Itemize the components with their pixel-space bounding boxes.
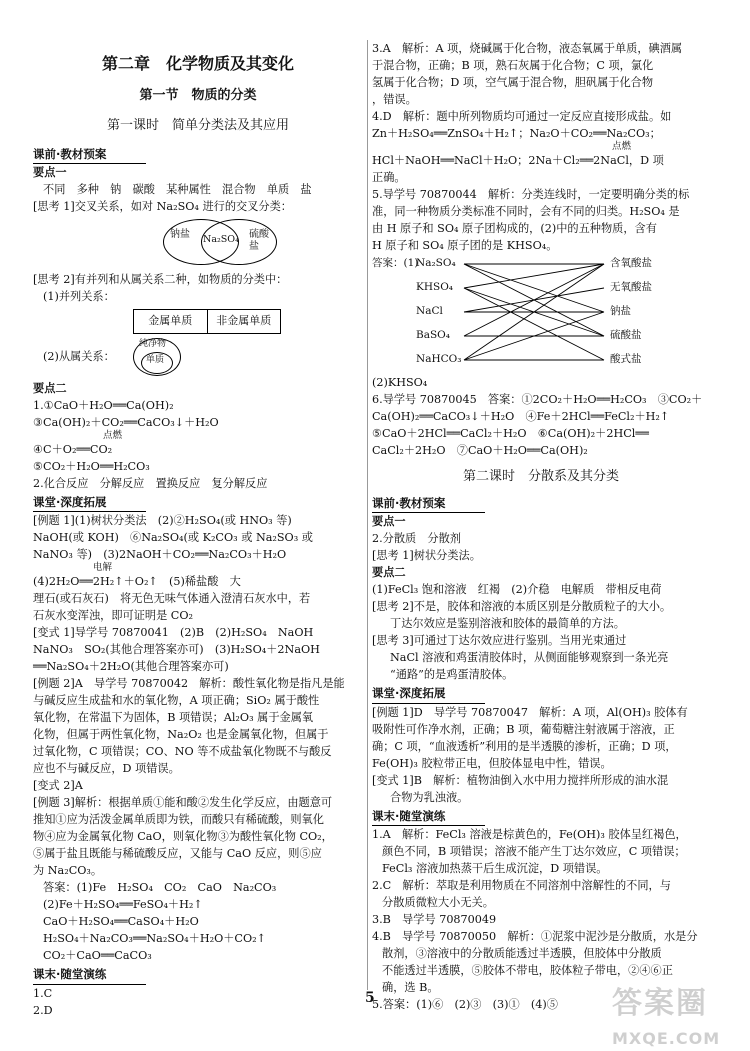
r-ex1-d: Fe(OH)₃ 胶粒带正电，但胶体显电中性，错误。 [372,756,612,770]
r-e1-b: 颜色不同，B 项错误；溶液不能产生丁达尔效应，C 项错误； [382,845,686,859]
r4-c-condition: 点燃 [612,141,632,153]
lesson-title: 第一课时 简单分类法及其应用 [106,118,289,134]
class-header: 课堂·深度拓展 [33,494,146,512]
r4-a: 4.D 解析：题中所列物质均可通过一定反应直接形成盐。如 [372,110,672,124]
r-e4-c: 不能透过半透膜，⑤胶体不带电，胶体粒子带电，②④⑥正 [382,964,673,978]
ex2-b: 与碱反应生成盐和水的氧化物，A 项正确；SiO₂ 属于酸性 [33,693,320,707]
cross-left-0: Na₂SO₄ [416,256,456,269]
ans3-d: H₂SO₄＋Na₂CO₃══Na₂SO₄＋H₂O＋CO₂↑ [43,932,267,946]
cross-answer-label: 答案：(1) [372,256,419,269]
think-2: [思考 2]有并列和从属关系二种，如物质的分类中： [33,273,288,287]
cross-left-4: NaHCO₃ [416,352,462,365]
pre-class-header-2: 课前·教材预案 [372,495,485,513]
cross-right-3: 硫酸盐 [610,328,642,341]
r-e1-c: FeCl₃ 溶液加热蒸干后生成沉淀，D 项错误。 [382,862,608,876]
ex3-a: [例题 3]解析：根据单质①能和酸②发生化学反应，由题意可 [33,795,333,809]
link-line [464,264,604,312]
r-e4-a: 4.B 导学号 70870050 解析：①泥浆中泥沙是分散质，水是分 [372,930,698,944]
subordinate-row [33,338,363,376]
key-point-2b: 要点二 [372,566,406,580]
left-column [33,42,363,1019]
var1-c: ══Na₂SO₄＋2H₂O(其他合理答案亦可) [33,659,229,673]
k1: 2.分散质 分散剂 [372,532,461,545]
r-e2-a: 2.C 解析：萃取是利用物质在不同溶剂中溶解性的不同，与 [372,879,671,893]
r-var1-a: [变式 1]B 解析：植物油倒入水中用力搅拌所形成的油水混 [372,773,669,787]
cross-left-2: NaCl [416,304,443,317]
r3-b: 于混合物，正确；B 项，熟石灰属于化合物；C 项，氯化 [372,59,654,73]
watermark-url: MXQE.COM [612,1028,721,1048]
element-label: 单质 [146,355,165,366]
think-2b: [思考 2]不是，胶体和溶液的本质区别是分散质粒子的大小。 [372,600,672,614]
eq-1b: ③Ca(OH)₂＋CO₂══CaCO₃↓＋H₂O [33,416,219,430]
r-e4-d: 确，选 B。 [382,981,439,995]
key-point-2: 要点二 [33,382,67,396]
cross-right-0: 含氧酸盐 [610,256,652,269]
cross-right-2: 钠盐 [610,304,631,317]
ex1-e: 理石(或石灰石) 将无色无味气体通入澄清石灰水中，若 [33,591,311,605]
ex1-d: (4)2H₂O══2H₂↑＋O₂↑ (5)稀盐酸 大 [33,574,241,588]
parallel-box [133,309,281,334]
venn-diagram [153,217,283,267]
cross-right-1: 无氧酸盐 [610,280,652,293]
think-3: [思考 3]可通过丁达尔效应进行鉴别。当用光束通过 [372,634,627,648]
r4-b: Zn＋H₂SO₄══ZnSO₄＋H₂↑；Na₂O＋CO₂══Na₂CO₃； [372,127,661,141]
page-number: 5 [365,990,375,1006]
ex2-f: 应也不与碱反应，D 项错误。 [33,761,180,775]
r5-a: 5.导学号 70870044 解析：分类连线时，一定要明确分类的标 [372,187,690,201]
think-3-b: NaCl 溶液和鸡蛋清胶体时，从侧面能够观察到一条光亮 [390,651,669,665]
cross-left-1: KHSO₄ [416,280,454,293]
pre-class-header: 课前·教材预案 [33,146,146,164]
lesson-2-title: 第二课时 分散系及其分类 [462,468,619,484]
box-metal: 金属单质 [134,310,208,333]
link-line [464,264,604,288]
r-e3: 3.B 导学号 70870049 [372,913,497,927]
r3-d: ，错误。 [372,93,417,107]
r-e2-b: 分散质微粒大小无关。 [382,896,494,910]
kp1-words: 不同 多种 钠 碳酸 某种属性 混合物 单质 盐 [43,183,312,197]
cross-lines [372,256,702,372]
r4-c: HCl＋NaOH══NaCl＋H₂O；2Na＋Cl₂══2NaCl，D 项 [372,153,664,167]
r-ex1-a: [例题 1]D 导学号 70870047 解析：A 项，Al(OH)₃ 胶体有 [372,705,688,719]
venn-label-mid: Na₂SO₄ [203,234,239,246]
right-column [372,40,710,1013]
var1-a: [变式 1]导学号 70870041 (2)B (2)H₂SO₄ NaOH [33,625,314,639]
think-2b-cont: 丁达尔效应是鉴别溶液和胶体的最简单的方法。 [390,617,625,631]
end-1: 1.C [33,986,53,1000]
ex2-d: 化物，但属于两性氧化物，Na₂O₂ 也是金属氧化物，但属于 [33,727,329,741]
pure-label: 纯净物 [139,339,167,350]
watermark-logo [612,981,742,1048]
eq-1a: 1.①CaO＋H₂O══Ca(OH)₂ [33,399,174,413]
class-header-2: 课堂·深度拓展 [372,685,485,703]
eq-1c: ④C＋O₂══CO₂ [33,442,113,456]
end-header: 课末·随堂演练 [33,966,146,984]
r4-d: 正确。 [372,170,406,184]
var1-b: NaNO₃ SO₂(其他合理答案亦可) (3)H₂SO₄＋2NaOH [33,642,320,656]
cross-right-4: 酸式盐 [610,352,642,365]
r3-c: 氢属于化合物；D 项，空气属于混合物，胆矾属于化合物 [372,76,654,90]
ex3-c: 物④应为金属氧化物 CaO，则氧化物③为酸性氧化物 CO₂， [33,829,333,843]
r5-d: H 原子和 SO₄ 原子团的是 KHSO₄。 [372,238,558,252]
r5-c: 由 H 原子和 SO₄ 原子团构成的，(2)中的五种物质，含有 [372,221,657,235]
r3-a: 3.A 解析：A 项，烧碱属于化合物，液态氧属于单质，碘酒属 [372,42,683,55]
r5-ans-2: (2)KHSO₄ [372,375,428,389]
q2: 2.化合反应 分解反应 置换反应 复分解反应 [33,476,268,490]
r-var1-b: 合物为乳浊液。 [390,790,469,804]
var2: [变式 2]A [33,778,83,792]
r-e4-b: 散剂，③溶液中的分散质能透过半透膜，但胶体中分散质 [382,947,662,961]
ex1-c: NaNO₃ 等) (3)2NaOH＋CO₂══Na₂CO₃＋H₂O [33,548,287,562]
parallel-label: (1)并列关系： [43,290,115,304]
r-e5: 5.答案：(1)⑥ (2)③ (3)① (4)⑤ [372,998,558,1012]
r5-b: 准，同一种物质分类标准不同时，会有不同的归类。H₂SO₄ 是 [372,204,680,218]
ex2-e: 过氧化物，C 项错误；CO、NO 等不成盐氧化物既不与酸反 [33,744,332,758]
ans3-c: CaO＋H₂SO₄══CaSO₄＋H₂O [43,915,199,928]
watermark-text: 答案圈 [612,986,708,1021]
ex3-d: ⑤属于盐且既能与稀硫酸反应，又能与 CaO 反应，则⑤应 [33,846,322,860]
ex1-a: [例题 1](1)树状分类法 (2)②H₂SO₄(或 HNO₃ 等) [33,514,292,528]
chapter-title: 第二章 化学物质及其变化 [101,54,294,73]
link-line [464,288,604,360]
r6-a: 6.导学号 70870045 答案：①2CO₂＋H₂O══H₂CO₃ ③CO₂＋ [372,392,703,406]
ex3-e: 为 Na₂CO₃。 [33,863,103,877]
ex3-b: 推知①应为活泼金属单质即为铁，而酸只有稀硫酸，则氧化 [33,812,324,826]
r-e1-a: 1.A 解析：FeCl₃ 溶液是棕黄色的，Fe(OH)₃ 胶体呈红褐色， [372,828,687,842]
end-2: 2.D [33,1003,53,1017]
venn-label-left: 钠盐 [170,229,190,241]
box-nonmetal: 非金属单质 [216,314,272,328]
ex1-d-condition: 电解 [93,562,113,574]
eq-1c-condition: 点燃 [103,430,123,442]
r-ex1-b: 吸附性可作净水剂，正确；B 项，葡萄糖注射液属于溶液，正 [372,722,675,736]
ex1-f: 石灰水变浑浊，即可证明是 CO₂ [33,608,194,622]
k2: (1)FeCl₃ 饱和溶液 红褐 (2)介稳 电解质 带相反电荷 [372,583,662,597]
ex2-c: 氧化物，在常温下为固体，B 项错误；Al₂O₃ 属于金属氧 [33,710,314,724]
ans3-a: 答案：(1)Fe H₂SO₄ CO₂ CaO Na₂CO₃ [43,880,277,894]
ex2-a: [例题 2]A 导学号 70870042 解析：酸性氧化物是指凡是能 [33,676,345,690]
key-point-1b: 要点一 [372,514,406,528]
r6-d: CaCl₂＋2H₂O ⑦CaO＋H₂O══Ca(OH)₂ [372,443,588,457]
ans3-e: CO₂＋CaO══CaCO₃ [43,949,152,963]
ex1-b: NaOH(或 KOH) ⑥Na₂SO₄(或 K₂CO₃ 或 Na₂SO₃ 或 [33,531,313,545]
end-header-2: 课末·随堂演练 [372,808,485,826]
cross-left-3: BaSO₄ [416,328,450,341]
ans3-b: (2)Fe＋H₂SO₄══FeSO₄＋H₂↑ [43,897,203,911]
section-title: 第一节 物质的分类 [139,88,257,104]
key-point-1: 要点一 [33,166,67,180]
r6-c: ⑤CaO＋2HCl══CaCl₂＋H₂O ⑥Ca(OH)₂＋2HCl══ [372,426,649,440]
eq-1d: ⑤CO₂＋H₂O══H₂CO₃ [33,459,150,473]
r6-b: Ca(OH)₂══CaCO₃↓＋H₂O ④Fe＋2HCl══FeCl₂＋H₂↑ [372,409,670,423]
r-ex1-c: 确；C 项，“血液透析”利用的是半透膜的渗析，正确；D 项， [372,739,677,753]
column-divider [367,40,368,990]
think-3-c: “通路”的是鸡蛋清胶体。 [390,668,514,682]
subord-label: (2)从属关系： [43,350,115,364]
think-1: [思考 1]交叉关系，如对 Na₂SO₄ 进行的交叉分类： [33,200,292,214]
cross-matching-diagram [372,256,702,372]
venn-label-right: 硫酸盐 [249,229,269,253]
think-1b: [思考 1]树状分类法。 [372,549,481,563]
